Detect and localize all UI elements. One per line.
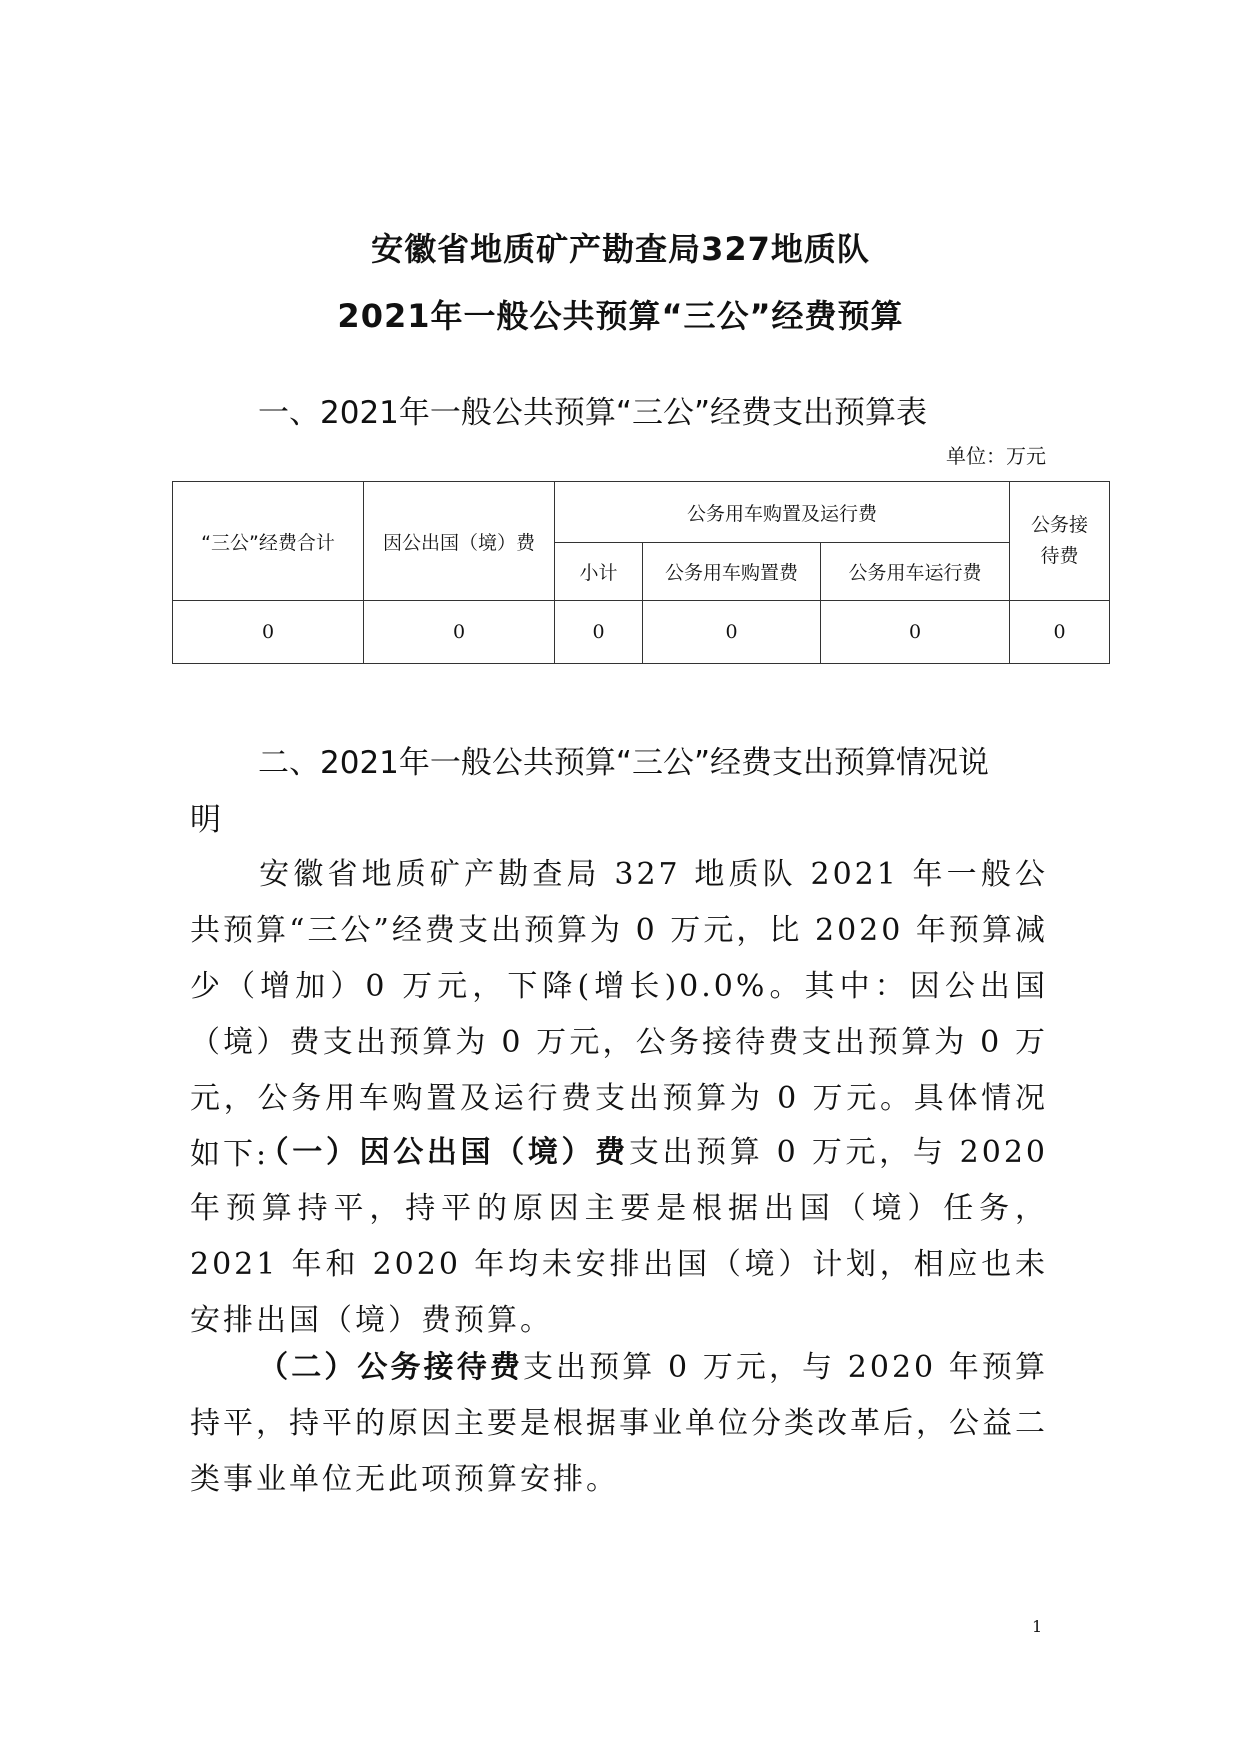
section2-heading-cont: 明 — [190, 802, 221, 838]
header-operation: 公务用车运行费 — [821, 543, 1010, 601]
document-title-line2: 2021年一般公共预算“三公”经费预算 — [337, 297, 904, 335]
header-vehicle-group: 公务用车购置及运行费 — [555, 482, 1010, 543]
value-abroad: 0 — [364, 601, 555, 664]
paragraph-reception: （二）公务接待费支出预算 0 万元，与 2020 年预算持平，持平的原因主要是根据事业单位分类改革后，公益二类事业单位无此项预算安排。 — [190, 1350, 1048, 1497]
document-title-line1: 安徽省地质矿产勘查局327地质队 — [371, 230, 870, 268]
header-subtotal: 小计 — [555, 543, 643, 601]
section2-heading: 二、2021年一般公共预算“三公”经费支出预算情况说 — [258, 745, 990, 781]
page-number: 1 — [1032, 1617, 1043, 1636]
header-total: “三公”经费合计 — [173, 482, 364, 601]
paragraph-abroad: （一）因公出国（境）费支出预算 0 万元，与 2020 年预算持平，持平的原因主要是根据出国（境）任务，2021 年和 2020 年均未安排出国（境）计划，相应也未安排出国（境）费预算。 — [190, 1135, 1049, 1338]
header-abroad: 因公出国（境）费 — [364, 482, 555, 601]
section1-heading: 一、2021年一般公共预算“三公”经费支出预算表 — [258, 395, 928, 431]
paragraph-summary: 安徽省地质矿产勘查局 327 地质队 2021 年一般公共预算“三公”经费支出预算为 0 万元，比 2020 年预算减少（增加）0 万元，下降(增长)0.0%。其中：因公出国（境）费支出预算为 0 万元，公务接待费支出预算为 0 万元，公务用车购置及运行费支出预算为 0 万元。具体情况如下: — [190, 857, 1048, 1172]
value-purchase: 0 — [643, 601, 821, 664]
value-subtotal: 0 — [555, 601, 643, 664]
unit-label: 单位：万元 — [946, 444, 1046, 468]
header-purchase: 公务用车购置费 — [643, 543, 821, 601]
value-operation: 0 — [821, 601, 1010, 664]
value-reception: 0 — [1010, 601, 1110, 664]
header-reception: 公务接待费 — [1010, 482, 1110, 601]
value-total: 0 — [173, 601, 364, 664]
budget-table — [172, 481, 1110, 664]
